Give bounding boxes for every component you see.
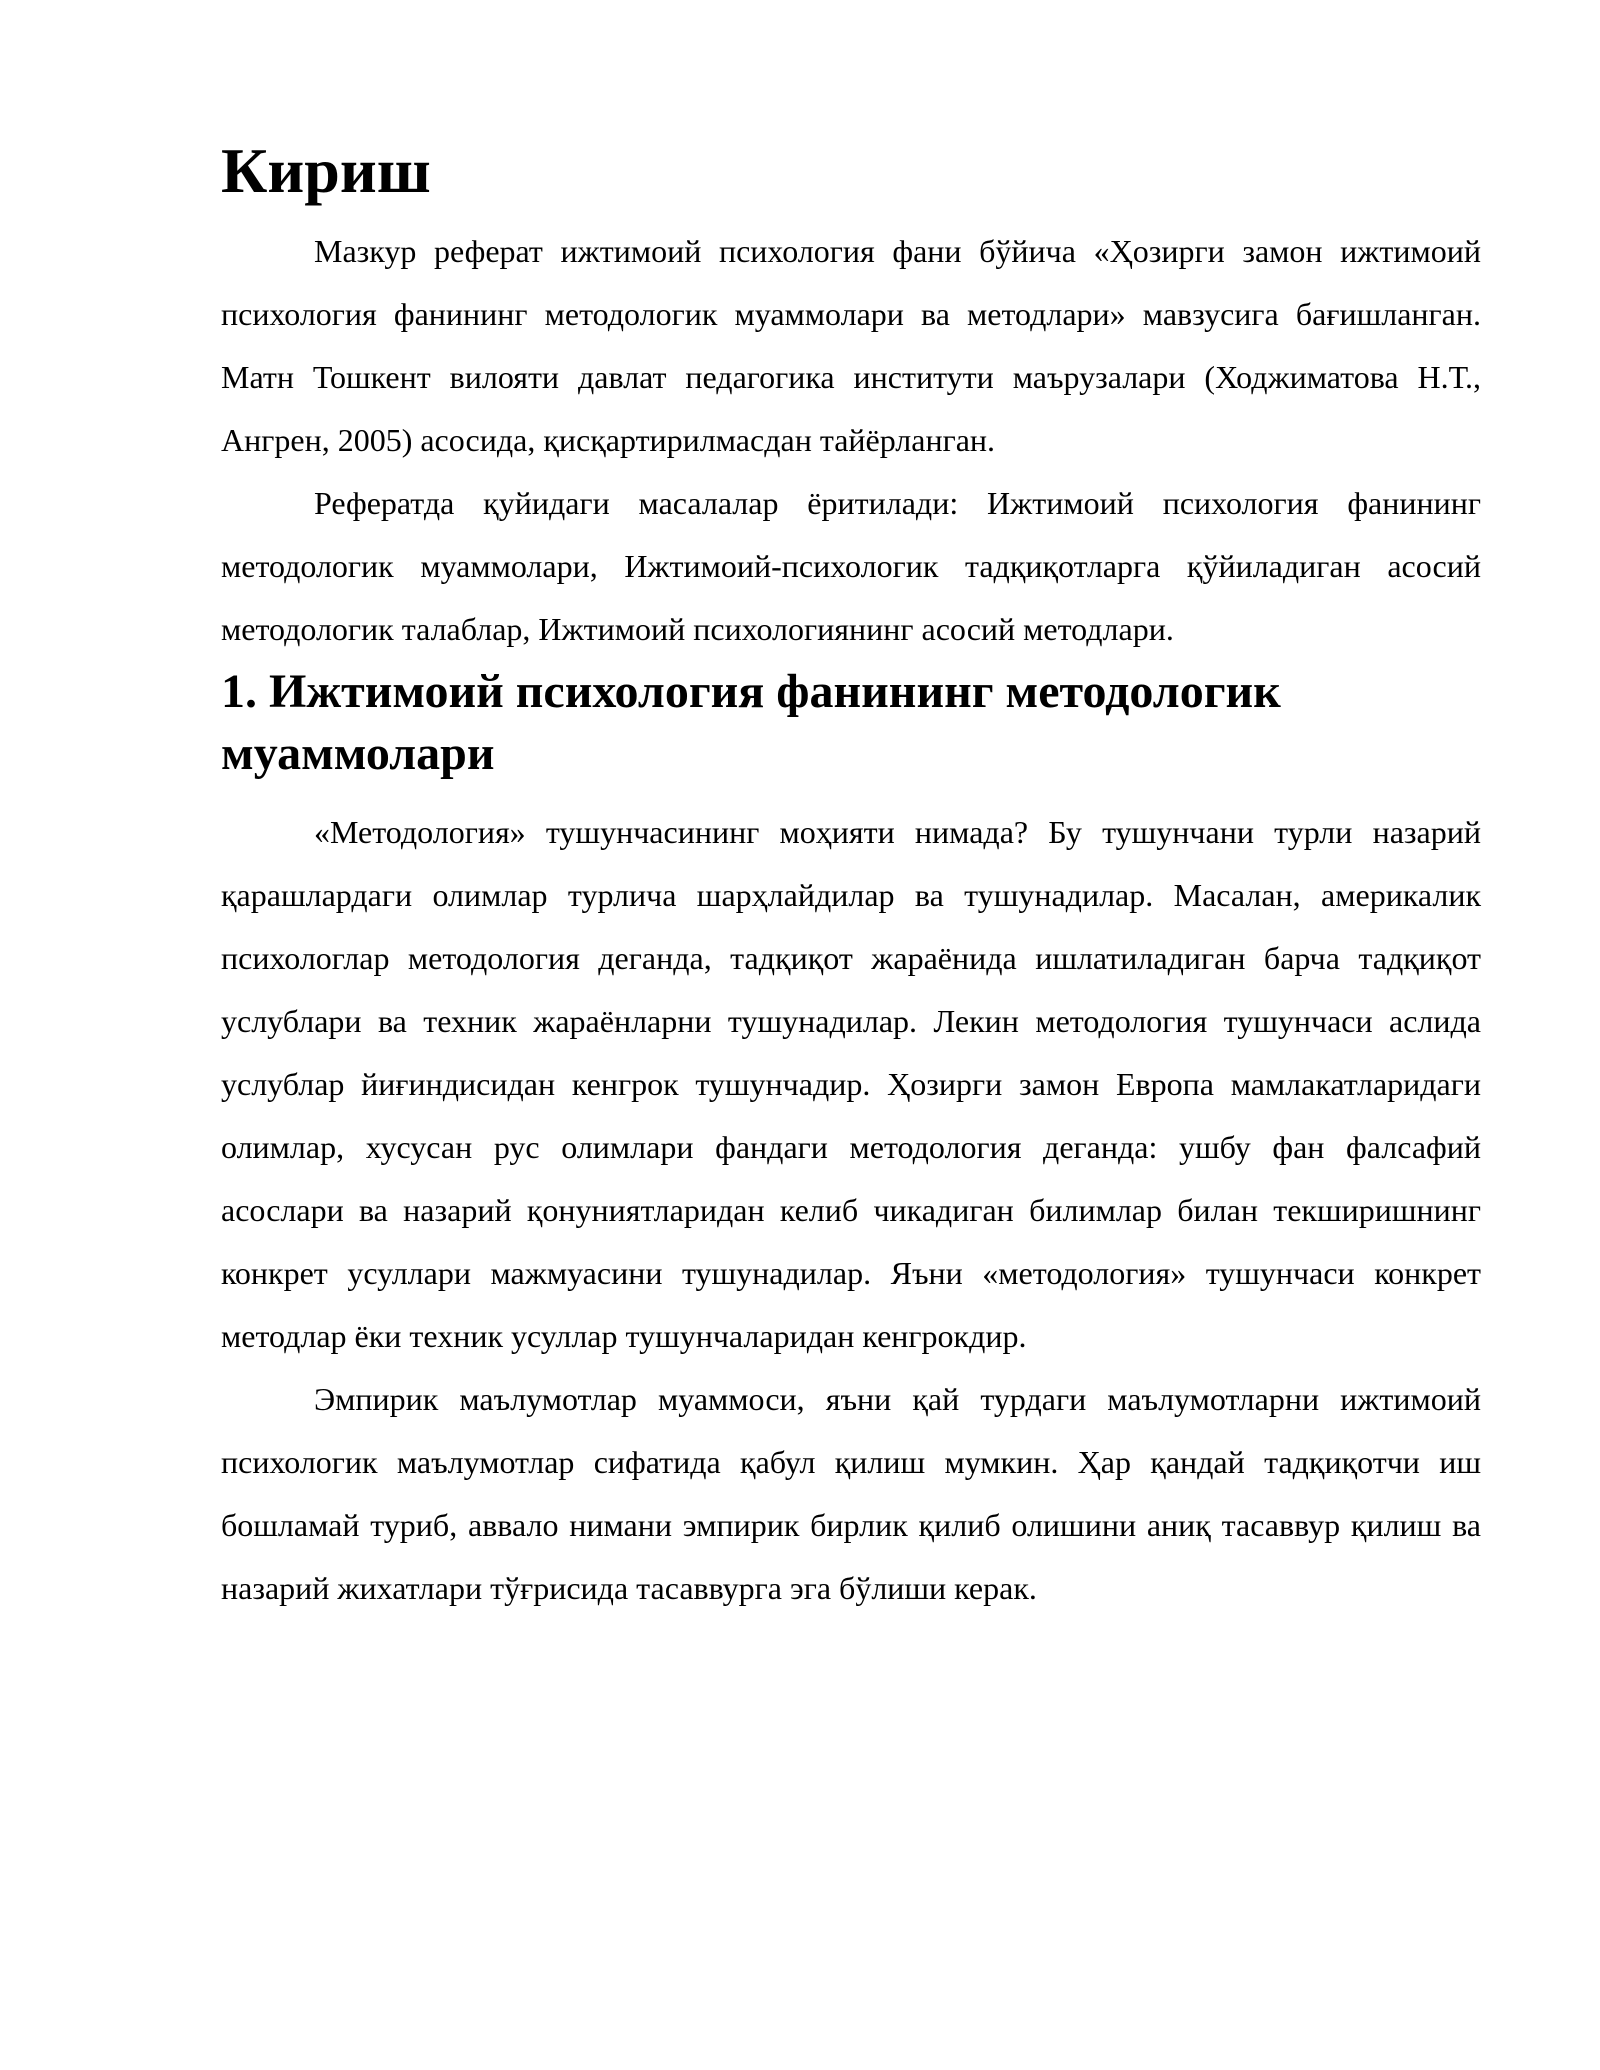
section-paragraph-1: «Методология» тушунчасининг моҳияти нимада? Бу тушунчани турли назарий қарашлардаги олимлар турлича шарҳлайдилар ва тушунадилар. Масалан, америкалик психологлар методология деганда, тадқиқот жараёнида ишлатиладиган барча тадқиқот услублари ва техник жараёнларни тушунадилар. Лекин методология тушунчаси аслида услублар йиғиндисидан кенгрок тушунчадир. Ҳозирги замон Европа мамлакатларидаги олимлар, хусусан рус олимлари фандаги методология деганда: ушбу фан фалсафий асослари ва назарий қонуниятларидан келиб чикадиган билимлар билан текширишнинг конкрет усуллари мажмуасини тушунадилар. Яъни «методология» тушунчаси конкрет методлар ёки техник усуллар тушунчаларидан кенгрокдир.: [221, 814, 1481, 1354]
section-heading: 1. Ижтимоий психология фанининг методологик муаммолари: [221, 665, 1281, 780]
section-paragraph-2: Эмпирик маълумотлар муаммоси, яъни қай турдаги маълумотларни ижтимоий психологик маълумотлар сифатида қабул қилиш мумкин. Ҳар қандай тадқиқотчи иш бошламай туриб, аввало нимани эмпирик бирлик қилиб олишини аниқ тасаввур қилиш ва назарий жихатлари тўғрисида тасаввурга эга бўлиши керак.: [221, 1381, 1481, 1606]
intro-paragraph-2: Рефератда қуйидаги масалалар ёритилади: Ижтимоий психология фанининг методологик муаммолари, Ижтимоий-психологик тадқиқотларга қўйиладиган асосий методологик талаблар, Ижтимоий психологиянинг асосий методлари.: [221, 485, 1481, 647]
intro-heading: Кириш: [221, 135, 431, 206]
document-page: [221, 135, 1481, 1620]
intro-paragraph-1: Мазкур реферат ижтимоий психология фани бўйича «Ҳозирги замон ижтимоий психология фанининг методологик муаммолари ва методлари» мавзусига бағишланган. Матн Тошкент вилояти давлат педагогика институти маърузалари (Ходжиматова Н.Т., Ангрен, 2005) асосида, қисқартирилмасдан тайёрланган.: [221, 233, 1481, 458]
